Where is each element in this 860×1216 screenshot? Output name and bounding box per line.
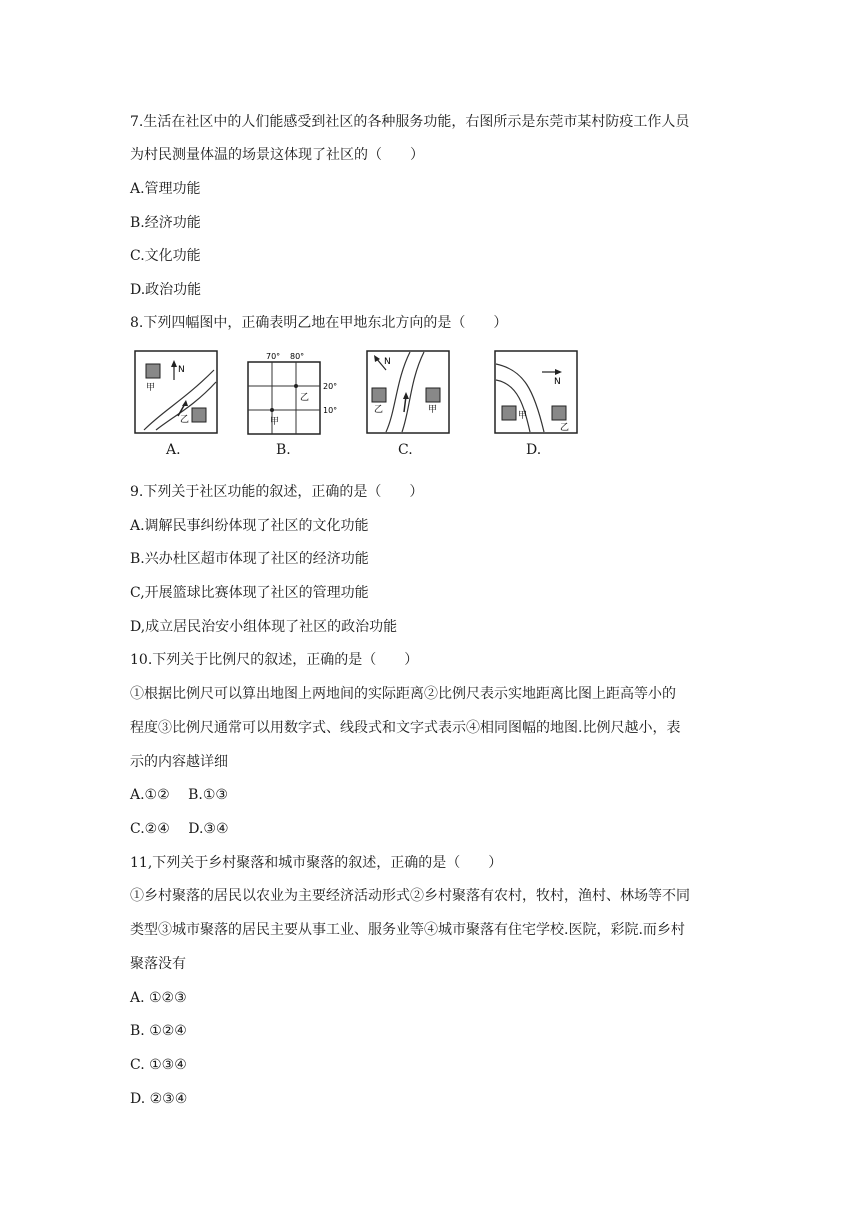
q10-options-row2: C.②④ D.③④ [130, 821, 229, 837]
map-a-label: A. [166, 442, 181, 458]
q10-options-row1: A.①② B.①③ [130, 787, 228, 803]
map-a-north: N [178, 365, 185, 375]
map-d-place-a: 甲 [518, 411, 528, 421]
map-b-label: B. [276, 442, 291, 458]
map-d-drawing [494, 350, 578, 434]
q11-option-c: C. ①③④ [130, 1057, 187, 1073]
q7-stem-line1: 7.生活在社区中的人们能感受到社区的各种服务功能，右图所示是东莞市某村防疫工作人员 [130, 114, 690, 130]
q7-option-a: A.管理功能 [130, 181, 201, 197]
map-b-lat2: 10° [323, 406, 338, 415]
map-a-drawing [134, 350, 218, 434]
q11-option-d: D. ②③④ [130, 1091, 188, 1107]
q7-option-d: D.政治功能 [130, 282, 202, 298]
q11-body-line2: 类型③城市聚落的居民主要从事工业、服务业等④城市聚落有住宅学校.医院，彩院.而乡村 [130, 922, 685, 938]
map-d-north: N [554, 377, 561, 387]
map-d-place-b: 乙 [560, 423, 570, 433]
map-figure-a [134, 350, 218, 458]
q11-option-a: A. ①②③ [130, 990, 187, 1006]
q10-body-line2: 程度③比例尺通常可以用数字式、线段式和文字式表示④相同图幅的地图.比例尺越小，表 [130, 720, 681, 736]
q11-stem: 11,下列关于乡村聚落和城市聚落的叙述，正确的是（ ） [130, 855, 503, 871]
q11-body-line3: 聚落没有 [130, 956, 186, 972]
q8-stem: 8.下列四幅图中，正确表明乙地在甲地东北方向的是（ ） [130, 315, 508, 331]
map-b-place-a: 甲 [270, 417, 280, 427]
map-a-place-b: 乙 [180, 415, 190, 425]
q7-option-c: C.文化功能 [130, 248, 201, 264]
q9-stem: 9.下列关于社区功能的叙述，正确的是（ ） [130, 484, 424, 500]
map-c-place-b: 乙 [374, 405, 384, 415]
map-b-drawing [240, 350, 350, 438]
q8-figures [128, 350, 588, 468]
map-figure-c [366, 350, 450, 458]
q11-body-line1: ①乡村聚落的居民以农业为主要经济活动形式②乡村聚落有农村，牧村，渔村、林场等不同 [130, 888, 690, 904]
q7-stem-line2: 为村民测量体温的场景这体现了社区的（ ） [130, 147, 424, 163]
map-figure-d [494, 350, 578, 458]
map-c-north: N [384, 357, 391, 367]
map-b-lon2: 80° [290, 352, 305, 361]
map-b-place-b: 乙 [300, 393, 310, 403]
q9-option-d: D,成立居民治安小组体现了社区的政治功能 [130, 619, 398, 635]
map-c-drawing [366, 350, 450, 434]
q11-option-b: B. ①②④ [130, 1023, 187, 1039]
q9-option-b: B.兴办杜区超市体现了社区的经济功能 [130, 551, 369, 567]
q10-body-line3: 示的内容越详细 [130, 754, 228, 770]
q10-stem: 10.下列关于比例尺的叙述，正确的是（ ） [130, 652, 419, 668]
map-b-lat1: 20° [323, 382, 338, 391]
q9-option-a: A.调解民事纠纷体现了社区的文化功能 [130, 518, 369, 534]
map-c-place-a: 甲 [428, 405, 438, 415]
map-b-lon1: 70° [266, 352, 281, 361]
map-a-place-a: 甲 [146, 383, 156, 393]
map-figure-b [240, 350, 350, 458]
map-d-label: D. [526, 442, 542, 458]
q9-option-c: C,开展篮球比赛体现了社区的管理功能 [130, 585, 369, 601]
map-c-label: C. [398, 442, 413, 458]
q7-option-b: B.经济功能 [130, 215, 201, 231]
q10-body-line1: ①根据比例尺可以算出地图上两地间的实际距离②比例尺表示实地距离比图上距高等小的 [130, 686, 676, 702]
